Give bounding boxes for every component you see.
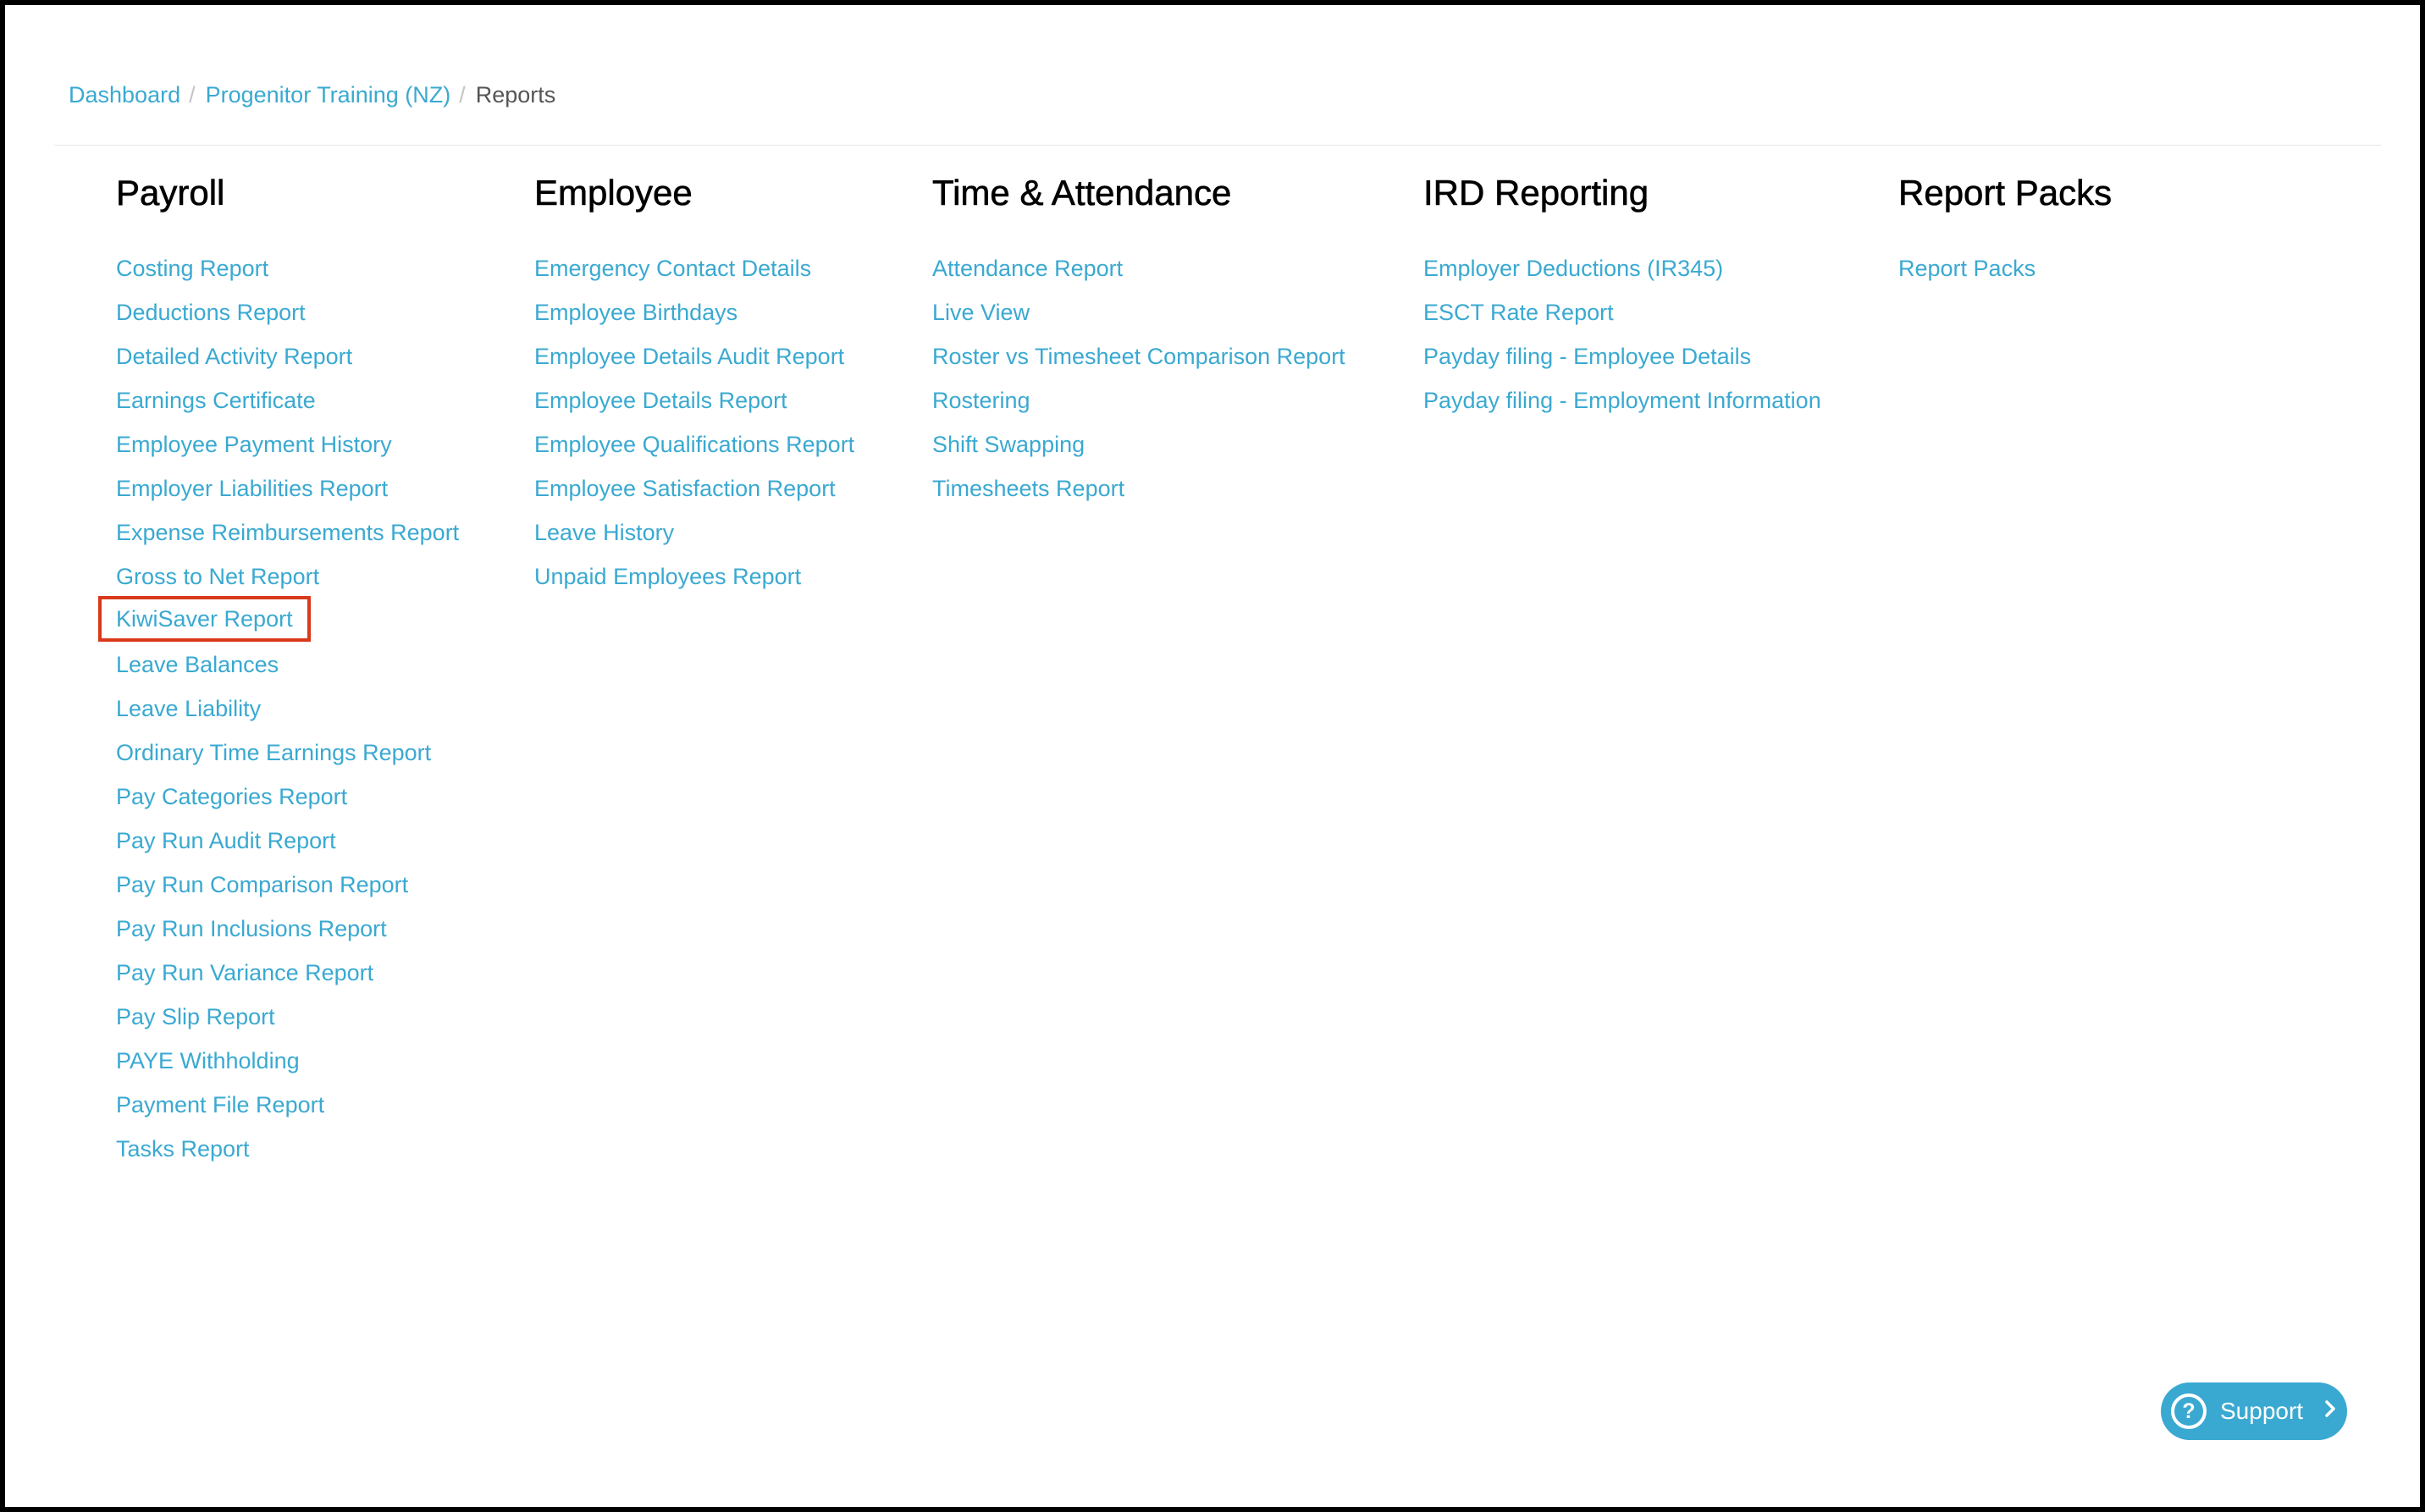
report-link-rostering[interactable]: Rostering (932, 388, 1030, 413)
question-circle-icon: ? (2171, 1393, 2207, 1429)
report-link-employer-deductions-ir345[interactable]: Employer Deductions (IR345) (1423, 256, 1724, 281)
report-list-item (534, 383, 854, 427)
report-link-leave-balances[interactable]: Leave Balances (116, 652, 279, 677)
report-link-kiwisaver-report[interactable]: KiwiSaver Report (105, 603, 304, 635)
report-link-timesheets-report[interactable]: Timesheets Report (932, 476, 1125, 501)
support-button[interactable] (2161, 1382, 2347, 1440)
report-link-report-packs[interactable]: Report Packs (1898, 256, 2036, 281)
ird-reporting-heading: IRD Reporting (1423, 173, 1649, 212)
report-list-item (534, 559, 854, 603)
report-list-item (932, 471, 1345, 515)
time-attendance-section (932, 168, 1345, 501)
report-list-item (116, 1087, 459, 1131)
report-list-item (116, 955, 459, 999)
report-list-item (1423, 295, 1821, 339)
header-divider (54, 145, 2381, 146)
employee-report-list (534, 251, 854, 603)
report-list-item (534, 251, 854, 295)
report-list-item (116, 251, 459, 295)
report-list-item (116, 1043, 459, 1087)
report-link-pay-run-variance-report[interactable]: Pay Run Variance Report (116, 960, 374, 985)
report-link-leave-history[interactable]: Leave History (534, 520, 675, 545)
report-list-item (116, 691, 459, 735)
report-link-employee-qualifications-report[interactable]: Employee Qualifications Report (534, 432, 855, 457)
report-list-item (534, 515, 854, 559)
report-link-attendance-report[interactable]: Attendance Report (932, 256, 1124, 281)
report-packs-section (1898, 168, 2113, 281)
report-link-leave-liability[interactable]: Leave Liability (116, 696, 262, 721)
report-list-item (1898, 251, 2036, 295)
chevron-right-icon (2320, 1399, 2340, 1419)
ird-reporting-section (1423, 168, 1821, 413)
employee-section (534, 168, 855, 589)
report-link-costing-report[interactable]: Costing Report (116, 256, 269, 281)
report-list-item (932, 295, 1345, 339)
report-list-item (932, 339, 1345, 383)
breadcrumb-separator: / (459, 82, 466, 108)
report-link-deductions-report[interactable]: Deductions Report (116, 300, 306, 325)
report-link-employer-liabilities-report[interactable]: Employer Liabilities Report (116, 476, 389, 501)
report-list-item (116, 603, 459, 647)
report-link-shift-swapping[interactable]: Shift Swapping (932, 432, 1085, 457)
breadcrumb-separator: / (189, 82, 196, 108)
employee-heading: Employee (534, 173, 693, 212)
breadcrumb-business-link[interactable]: Progenitor Training (NZ) (205, 82, 451, 108)
report-link-payday-filing-employment-information[interactable]: Payday filing - Employment Information (1423, 388, 1821, 413)
report-link-pay-categories-report[interactable]: Pay Categories Report (116, 784, 348, 809)
report-list-item (116, 779, 459, 823)
report-list-item (116, 515, 459, 559)
time-attendance-heading: Time & Attendance (932, 173, 1232, 212)
report-list-item (116, 427, 459, 471)
report-link-pay-slip-report[interactable]: Pay Slip Report (116, 1004, 275, 1029)
report-list-item (534, 339, 854, 383)
report-link-pay-run-audit-report[interactable]: Pay Run Audit Report (116, 828, 336, 853)
report-link-paye-withholding[interactable]: PAYE Withholding (116, 1048, 300, 1073)
report-link-payment-file-report[interactable]: Payment File Report (116, 1092, 325, 1117)
report-link-emergency-contact-details[interactable]: Emergency Contact Details (534, 256, 812, 281)
report-link-expense-reimbursements-report[interactable]: Expense Reimbursements Report (116, 520, 460, 545)
report-list-item (534, 427, 854, 471)
report-list-item (116, 823, 459, 867)
report-list-item (116, 471, 459, 515)
report-link-employee-payment-history[interactable]: Employee Payment History (116, 432, 392, 457)
report-packs-report-list (1898, 251, 2036, 295)
report-list-item (534, 295, 854, 339)
report-list-item (116, 339, 459, 383)
report-list-item (116, 559, 459, 603)
report-link-live-view[interactable]: Live View (932, 300, 1030, 325)
support-label: Support (2220, 1398, 2304, 1424)
report-link-unpaid-employees-report[interactable]: Unpaid Employees Report (534, 564, 802, 589)
report-list-item (932, 251, 1345, 295)
report-list-item (116, 295, 459, 339)
report-list-item (116, 735, 459, 779)
breadcrumb-current: Reports (475, 82, 556, 108)
report-list-item (1423, 339, 1821, 383)
report-packs-heading: Report Packs (1898, 173, 2113, 212)
report-list-item (116, 911, 459, 955)
report-list-item (116, 867, 459, 911)
report-link-pay-run-comparison-report[interactable]: Pay Run Comparison Report (116, 872, 409, 897)
report-list-item (116, 383, 459, 427)
ird-reporting-report-list (1423, 251, 1821, 427)
breadcrumb-dashboard-link[interactable]: Dashboard (69, 82, 181, 108)
report-link-pay-run-inclusions-report[interactable]: Pay Run Inclusions Report (116, 916, 387, 941)
report-list-item (534, 471, 854, 515)
breadcrumb (69, 80, 555, 110)
report-list-item (116, 647, 459, 691)
report-list-item (1423, 383, 1821, 427)
report-list-item (116, 1131, 459, 1175)
report-link-payday-filing-employee-details[interactable]: Payday filing - Employee Details (1423, 344, 1752, 369)
report-link-esct-rate-report[interactable]: ESCT Rate Report (1423, 300, 1614, 325)
report-link-employee-details-report[interactable]: Employee Details Report (534, 388, 787, 413)
time-attendance-report-list (932, 251, 1345, 515)
report-link-roster-vs-timesheet-comparison-report[interactable]: Roster vs Timesheet Comparison Report (932, 344, 1345, 369)
report-link-employee-birthdays[interactable]: Employee Birthdays (534, 300, 738, 325)
report-link-detailed-activity-report[interactable]: Detailed Activity Report (116, 344, 353, 369)
report-link-tasks-report[interactable]: Tasks Report (116, 1136, 250, 1162)
report-link-ordinary-time-earnings-report[interactable]: Ordinary Time Earnings Report (116, 740, 432, 765)
payroll-report-list (116, 251, 459, 1175)
report-link-earnings-certificate[interactable]: Earnings Certificate (116, 388, 316, 413)
report-list-item (116, 999, 459, 1043)
report-list-item (932, 427, 1345, 471)
report-link-employee-details-audit-report[interactable]: Employee Details Audit Report (534, 344, 845, 369)
report-link-gross-to-net-report[interactable]: Gross to Net Report (116, 564, 320, 589)
report-list-item (1423, 251, 1821, 295)
report-link-employee-satisfaction-report[interactable]: Employee Satisfaction Report (534, 476, 836, 501)
report-list-item (932, 383, 1345, 427)
payroll-heading: Payroll (116, 173, 225, 212)
payroll-section (116, 168, 460, 1162)
